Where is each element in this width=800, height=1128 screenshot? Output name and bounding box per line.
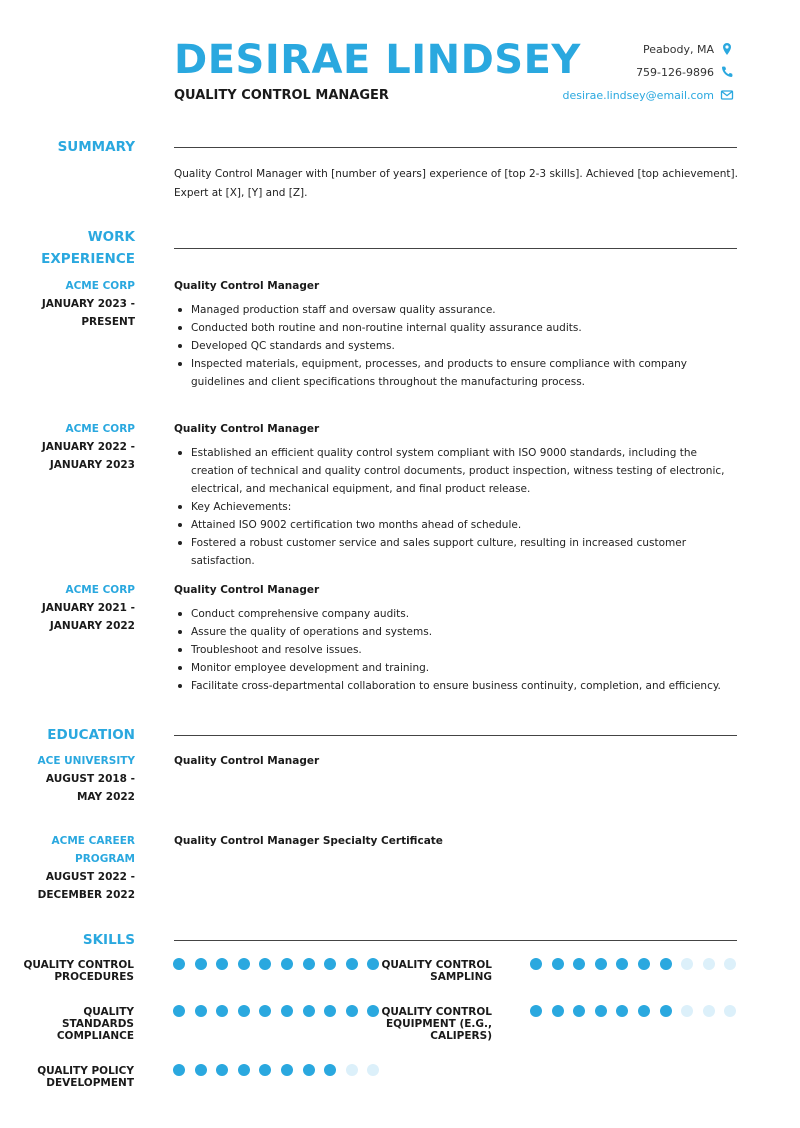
skill-dot-filled: [216, 1064, 228, 1076]
work-divider: [174, 248, 737, 249]
job-dates: JANUARY 2022 -: [41, 441, 135, 453]
list-item: Developed QC standards and systems.: [174, 337, 740, 355]
location-text: Peabody, MA: [643, 42, 714, 56]
skill-dot-filled: [552, 958, 564, 970]
job-meta: [20, 277, 135, 331]
job-dates: PRESENT: [81, 316, 135, 328]
list-item: Troubleshoot and resolve issues.: [174, 641, 740, 659]
skill-dot-filled: [324, 958, 336, 970]
skill-dot-filled: [346, 958, 358, 970]
job-meta: [20, 581, 135, 635]
skill-rating: [530, 958, 746, 970]
candidate-title: QUALITY CONTROL MANAGER: [174, 88, 389, 103]
skill-dot-filled: [259, 1064, 271, 1076]
skill-label-line: QUALITY CONTROL: [381, 1006, 492, 1018]
skill-dot-filled: [638, 1005, 650, 1017]
summary-heading: SUMMARY: [57, 139, 135, 155]
education-dates: MAY 2022: [76, 791, 135, 803]
skill-rating: [530, 1005, 746, 1017]
job-bullets: [174, 301, 740, 391]
skill-dot-filled: [259, 1005, 271, 1017]
job-bullets: [174, 605, 740, 695]
list-item: Established an efficient quality control system compliant with ISO 9000 standards, including the creation of technical and quality control documents, product inspection, witness testing of electronic, electrical, and mechanical equipment, and final product release.: [174, 444, 740, 498]
education-dates: DECEMBER 2022: [37, 889, 135, 901]
skill-label: [380, 1006, 492, 1042]
skill-dot-filled: [530, 1005, 542, 1017]
list-item: Fostered a robust customer service and sales support culture, resulting in increased customer satisfaction.: [174, 534, 740, 570]
skill-label-line: COMPLIANCE: [56, 1030, 134, 1042]
skill-label: [20, 1065, 134, 1089]
skills-divider: [174, 940, 737, 941]
job-dates: JANUARY 2023: [49, 459, 135, 471]
skill-label-line: QUALITY STANDARDS: [61, 1006, 134, 1030]
email-link[interactable]: desirae.lindsey@email.com: [562, 88, 714, 102]
skill-rating: [173, 958, 389, 970]
candidate-name: DESIRAE LINDSEY: [174, 37, 581, 83]
skill-dot-empty: [346, 1064, 358, 1076]
skill-dot-filled: [281, 1064, 293, 1076]
job-role: Quality Control Manager: [174, 584, 320, 596]
job-role: Quality Control Manager: [174, 280, 320, 292]
skill-dot-filled: [173, 958, 185, 970]
skill-dot-filled: [573, 958, 585, 970]
job-bullets: [174, 444, 740, 570]
skill-dot-filled: [552, 1005, 564, 1017]
skill-dot-filled: [303, 1064, 315, 1076]
school-name: ACE UNIVERSITY: [37, 755, 135, 767]
list-item: Facilitate cross-departmental collaboration to ensure business continuity, completion, and efficiency.: [174, 677, 740, 695]
skill-dot-filled: [195, 958, 207, 970]
skill-dot-filled: [303, 1005, 315, 1017]
company-name: ACME CORP: [65, 584, 135, 596]
skill-label-line: QUALITY CONTROL: [381, 959, 492, 971]
education-meta: [20, 832, 135, 904]
list-item: Attained ISO 9002 certification two months ahead of schedule.: [174, 516, 740, 534]
phone-text: 759-126-9896: [636, 65, 714, 79]
summary-divider: [174, 147, 737, 148]
skill-label-line: EQUIPMENT (E.G.,: [385, 1018, 492, 1030]
skill-label: [20, 959, 134, 983]
school-name: PROGRAM: [75, 853, 135, 865]
education-heading: EDUCATION: [47, 727, 135, 743]
skill-dot-filled: [238, 1005, 250, 1017]
summary-text: Quality Control Manager with [number of years] experience of [top 2-3 skills]. Achieved [top achievement]. Expert at [X], [Y] and [Z].: [174, 168, 738, 199]
list-item: Conducted both routine and non-routine internal quality assurance audits.: [174, 319, 740, 337]
skill-label-line: PROCEDURES: [54, 971, 134, 983]
email-row[interactable]: [434, 88, 734, 102]
work-heading-line2: EXPERIENCE: [41, 251, 135, 267]
company-name: ACME CORP: [65, 423, 135, 435]
phone-row: [434, 65, 734, 79]
skill-dot-filled: [367, 958, 379, 970]
skill-dot-filled: [281, 1005, 293, 1017]
education-dates: AUGUST 2018 -: [45, 773, 135, 785]
skill-dot-filled: [324, 1005, 336, 1017]
skill-dot-filled: [595, 958, 607, 970]
skill-dot-filled: [616, 958, 628, 970]
skill-label: [20, 1006, 134, 1042]
work-heading-line1: WORK: [87, 229, 135, 245]
job-dates: JANUARY 2021 -: [41, 602, 135, 614]
skill-dot-filled: [216, 958, 228, 970]
location-row: [434, 42, 734, 56]
map-pin-icon: [720, 42, 734, 56]
job-dates: JANUARY 2022: [49, 620, 135, 632]
list-item: Key Achievements:: [174, 498, 740, 516]
list-item: Inspected materials, equipment, processes, and products to ensure compliance with company guidelines and client specifications throughout the manufacturing process.: [174, 355, 740, 391]
skill-dot-filled: [303, 958, 315, 970]
education-dates: AUGUST 2022 -: [45, 871, 135, 883]
skill-dot-empty: [681, 958, 693, 970]
list-item: Managed production staff and oversaw quality assurance.: [174, 301, 740, 319]
skill-dot-filled: [367, 1005, 379, 1017]
skill-label-line: QUALITY POLICY: [37, 1065, 134, 1077]
skill-dot-filled: [238, 958, 250, 970]
skill-label: [380, 959, 492, 983]
skill-label-line: CALIPERS): [430, 1030, 492, 1042]
list-item: Conduct comprehensive company audits.: [174, 605, 740, 623]
skills-heading: SKILLS: [82, 932, 135, 948]
skill-dot-filled: [660, 1005, 672, 1017]
skill-dot-filled: [595, 1005, 607, 1017]
envelope-icon: [720, 88, 734, 102]
skill-dot-filled: [259, 958, 271, 970]
skill-dot-filled: [173, 1064, 185, 1076]
skill-dot-filled: [346, 1005, 358, 1017]
company-name: ACME CORP: [65, 280, 135, 292]
skill-rating: [173, 1005, 389, 1017]
skill-dot-filled: [660, 958, 672, 970]
skill-dot-filled: [281, 958, 293, 970]
skill-label-line: DEVELOPMENT: [46, 1077, 134, 1089]
skill-dot-filled: [324, 1064, 336, 1076]
list-item: Monitor employee development and training.: [174, 659, 740, 677]
education-divider: [174, 735, 737, 736]
skill-dot-filled: [195, 1005, 207, 1017]
skill-dot-filled: [216, 1005, 228, 1017]
skill-dot-filled: [238, 1064, 250, 1076]
skill-dot-filled: [573, 1005, 585, 1017]
skill-dot-empty: [724, 1005, 736, 1017]
skill-dot-filled: [173, 1005, 185, 1017]
work-heading: [30, 226, 135, 270]
skill-dot-filled: [638, 958, 650, 970]
degree-title: Quality Control Manager: [174, 755, 320, 767]
skill-dot-empty: [724, 958, 736, 970]
skill-rating: [173, 1064, 389, 1076]
list-item: Assure the quality of operations and systems.: [174, 623, 740, 641]
skill-dot-filled: [195, 1064, 207, 1076]
skill-dot-filled: [616, 1005, 628, 1017]
degree-title: Quality Control Manager Specialty Certificate: [174, 835, 443, 847]
skill-dot-empty: [703, 958, 715, 970]
education-meta: [20, 752, 135, 806]
skill-label-line: QUALITY CONTROL: [23, 959, 134, 971]
job-dates: JANUARY 2023 -: [41, 298, 135, 310]
school-name: ACME CAREER: [51, 835, 135, 847]
job-role: Quality Control Manager: [174, 423, 320, 435]
skill-dot-empty: [703, 1005, 715, 1017]
skill-label-line: SAMPLING: [430, 971, 492, 983]
job-meta: [20, 420, 135, 474]
skill-dot-filled: [530, 958, 542, 970]
skill-dot-empty: [681, 1005, 693, 1017]
phone-icon: [720, 65, 734, 79]
skill-dot-empty: [367, 1064, 379, 1076]
